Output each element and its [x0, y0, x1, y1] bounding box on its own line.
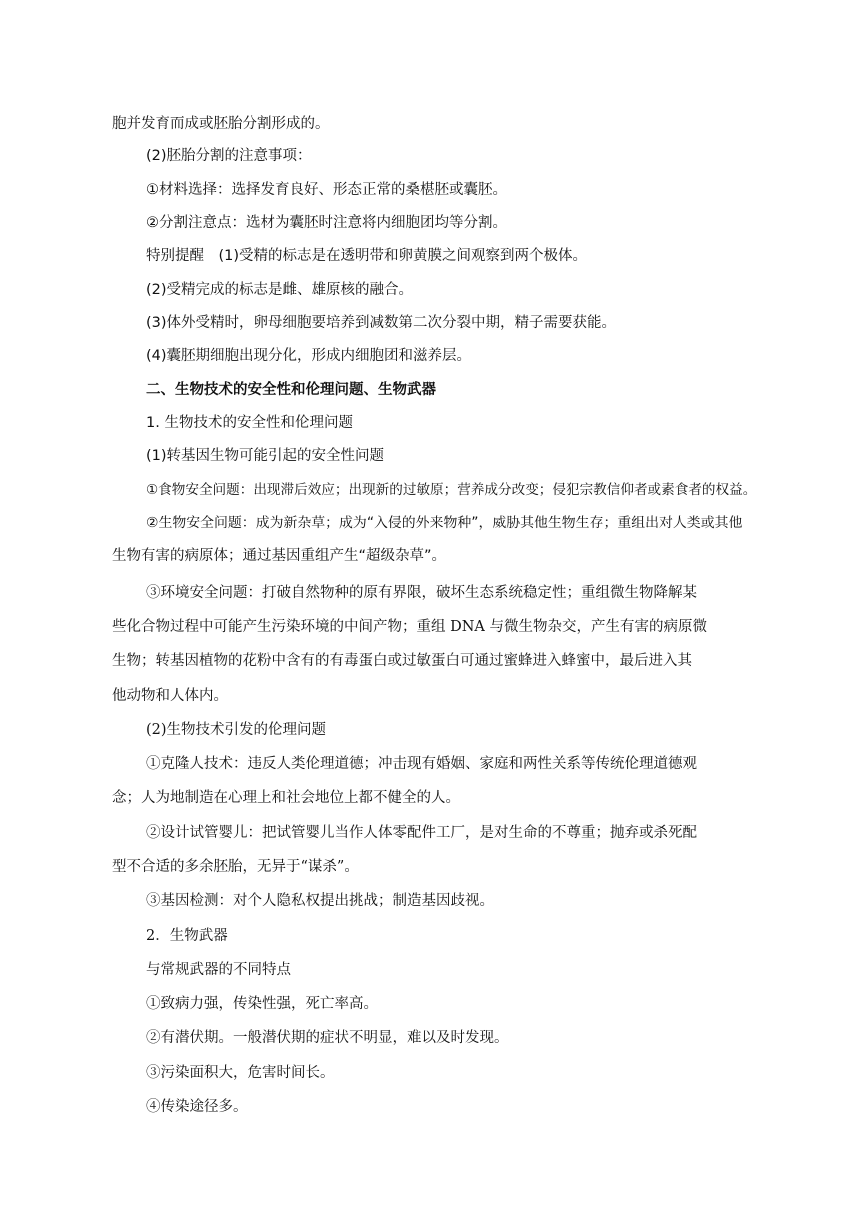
text-line-29: ③污染面积大，危害时间长。: [146, 1065, 335, 1081]
text-line-19: (2)生物技术引发的伦理问题: [146, 722, 327, 738]
text-line-17: 生物；转基因植物的花粉中含有的有毒蛋白或过敏蛋白可通过蜜蜂进入蜂蜜中，最后进入其: [112, 653, 692, 669]
text-line-12: ①食物安全问题：出现滞后效应；出现新的过敏原；营养成分改变；侵犯宗教信仰者或素食者的权益。: [146, 482, 757, 498]
text-line-6: (2)受精完成的标志是雌、雄原核的融合。: [146, 282, 414, 298]
text-line-25: 2．生物武器: [146, 928, 228, 944]
text-line-8: (4)囊胚期细胞出现分化，形成内细胞团和滋养层。: [146, 348, 472, 364]
text-line-2: (2)胚胎分割的注意事项：: [146, 148, 312, 164]
text-line-22: ②设计试管婴儿：把试管婴儿当作人体零配件工厂，是对生命的不尊重；抛弃或杀死配: [146, 825, 697, 841]
text-line-11: (1)转基因生物可能引起的安全性问题: [146, 448, 385, 464]
text-line-21: 念；人为地制造在心理上和社会地位上都不健全的人。: [112, 790, 460, 806]
text-line-4: ②分割注意点：选材为囊胚时注意将内细胞团均等分割。: [146, 215, 507, 231]
text-line-3: ①材料选择：选择发育良好、形态正常的桑椹胚或囊胚。: [146, 182, 507, 198]
text-line-27: ①致病力强，传染性强，死亡率高。: [146, 996, 378, 1012]
text-line-15: ③环境安全问题：打破自然物种的原有界限，破坏生态系统稳定性；重组微生物降解某: [146, 585, 697, 601]
text-line-5: 特别提醒 (1)受精的标志是在透明带和卵黄膜之间观察到两个极体。: [146, 248, 588, 264]
text-line-14: 生物有害的病原体；通过基因重组产生“超级杂草”。: [112, 548, 447, 564]
section-heading-2: 二、生物技术的安全性和伦理问题、生物武器: [146, 382, 436, 398]
text-line-28: ②有潜伏期。一般潜伏期的症状不明显，难以及时发现。: [146, 1030, 509, 1046]
text-line-30: ④传染途径多。: [146, 1099, 248, 1115]
text-line-7: (3)体外受精时，卵母细胞要培养到减数第二次分裂中期，精子需要获能。: [146, 315, 617, 331]
text-line-20: ①克隆人技术：违反人类伦理道德；冲击现有婚姻、家庭和两性关系等传统伦理道德观: [146, 756, 697, 772]
text-line-26: 与常规武器的不同特点: [146, 962, 291, 978]
text-line-16: 些化合物过程中可能产生污染环境的中间产物；重组 DNA 与微生物杂交，产生有害的病原微: [112, 619, 707, 635]
text-line-13: ②生物安全问题：成为新杂草；成为“入侵的外来物种”，威胁其他生物生存；重组出对人类或其他: [146, 515, 743, 531]
text-line-18: 他动物和人体内。: [112, 688, 228, 704]
text-line-1: 胞并发育而成或胚胎分割形成的。: [112, 116, 330, 132]
text-line-23: 型不合适的多余胚胎，无异于“谋杀”。: [112, 859, 359, 875]
text-line-24: ③基因检测：对个人隐私权提出挑战；制造基因歧视。: [146, 893, 494, 909]
text-line-10: 1. 生物技术的安全性和伦理问题: [146, 415, 353, 431]
